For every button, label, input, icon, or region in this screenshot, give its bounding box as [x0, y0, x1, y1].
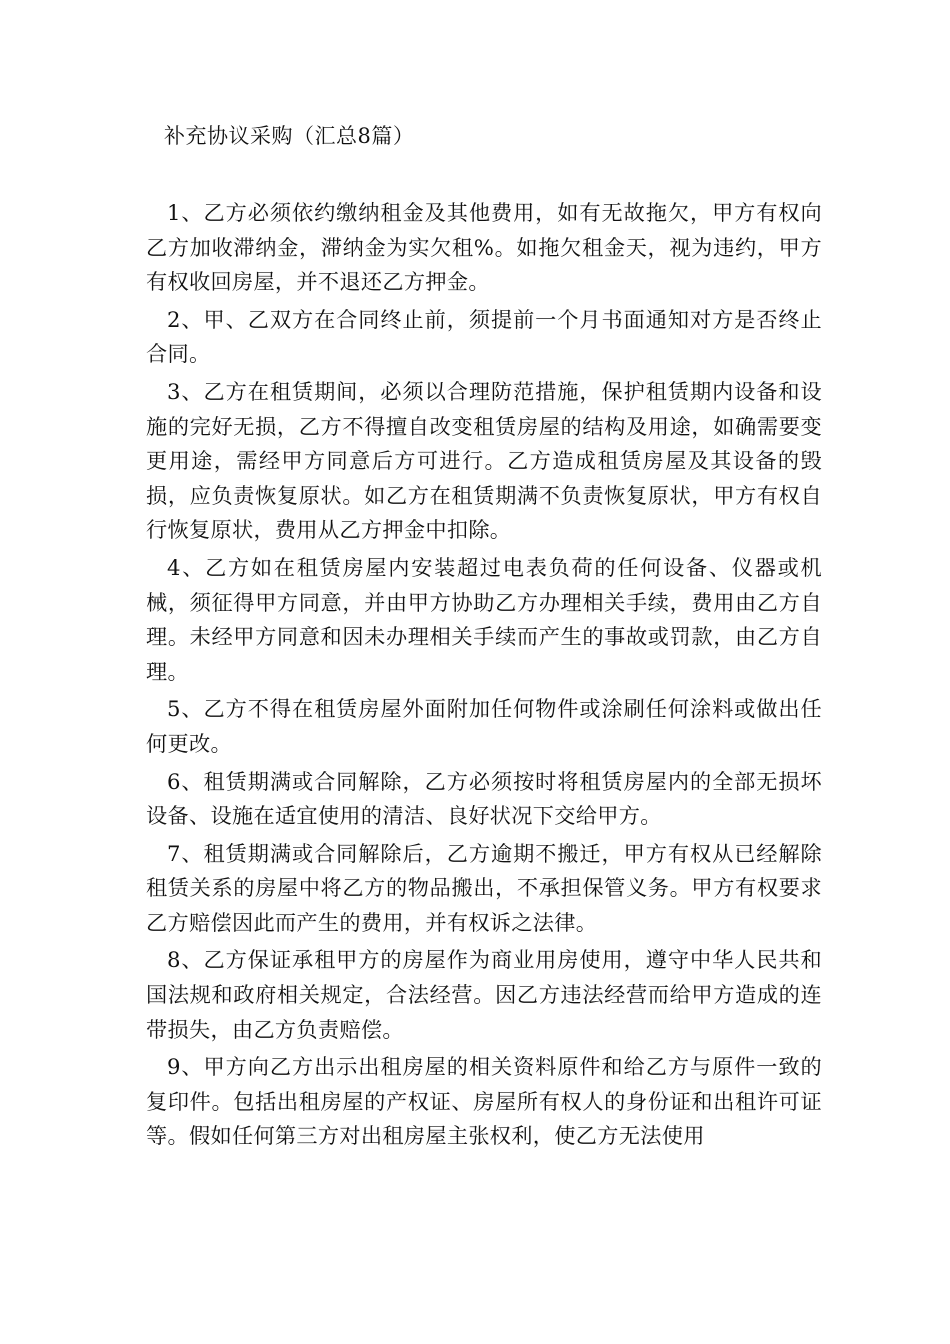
document-body: [146, 196, 822, 1157]
clause-1: 1、乙方必须依约缴纳租金及其他费用，如有无故拖欠，甲方有权向乙方加收滞纳金，滞纳金为实欠租%。如拖欠租金天，视为违约，甲方有权收回房屋，并不退还乙方押金。: [146, 200, 822, 295]
clause-8: 8、乙方保证承租甲方的房屋作为商业用房使用，遵守中华人民共和国法规和政府相关规定，合法经营。因乙方违法经营而给甲方造成的连带损失，由乙方负责赔偿。: [146, 947, 822, 1042]
clause-9: 9、甲方向乙方出示出租房屋的相关资料原件和给乙方与原件一致的复印件。包括出租房屋的产权证、房屋所有权人的身份证和出租许可证等。假如任何第三方对出租房屋主张权利，使乙方无法使用: [146, 1054, 822, 1149]
clause-6: 6、租赁期满或合同解除，乙方必须按时将租赁房屋内的全部无损坏设备、设施在适宜使用的清洁、良好状况下交给甲方。: [146, 768, 822, 829]
clause-7: 7、租赁期满或合同解除后，乙方逾期不搬迁，甲方有权从已经解除租赁关系的房屋中将乙方的物品搬出，不承担保管义务。甲方有权要求乙方赔偿因此而产生的费用，并有权诉之法律。: [146, 840, 822, 935]
clause-3: 3、乙方在租赁期间，必须以合理防范措施，保护租赁期内设备和设施的完好无损，乙方不得擅自改变租赁房屋的结构及用途，如确需要变更用途，需经甲方同意后方可进行。乙方造成租赁房屋及其设备的毁损，应负责恢复原状。如乙方在租赁期满不负责恢复原状，甲方有权自行恢复原状，费用从乙方押金中扣除。: [146, 378, 822, 543]
clause-5: 5、乙方不得在租赁房屋外面附加任何物件或涂刷任何涂料或做出任何更改。: [146, 696, 822, 756]
clause-2: 2、甲、乙双方在合同终止前，须提前一个月书面通知对方是否终止合同。: [146, 306, 822, 367]
clause-4: 4、乙方如在租赁房屋内安装超过电表负荷的任何设备、仪器或机械，须征得甲方同意，并由甲方协助乙方办理相关手续，费用由乙方自理。未经甲方同意和因未办理相关手续而产生的事故或罚款，由乙方自理。: [146, 554, 822, 684]
document-title: 补充协议采购（汇总8篇）: [164, 124, 415, 148]
